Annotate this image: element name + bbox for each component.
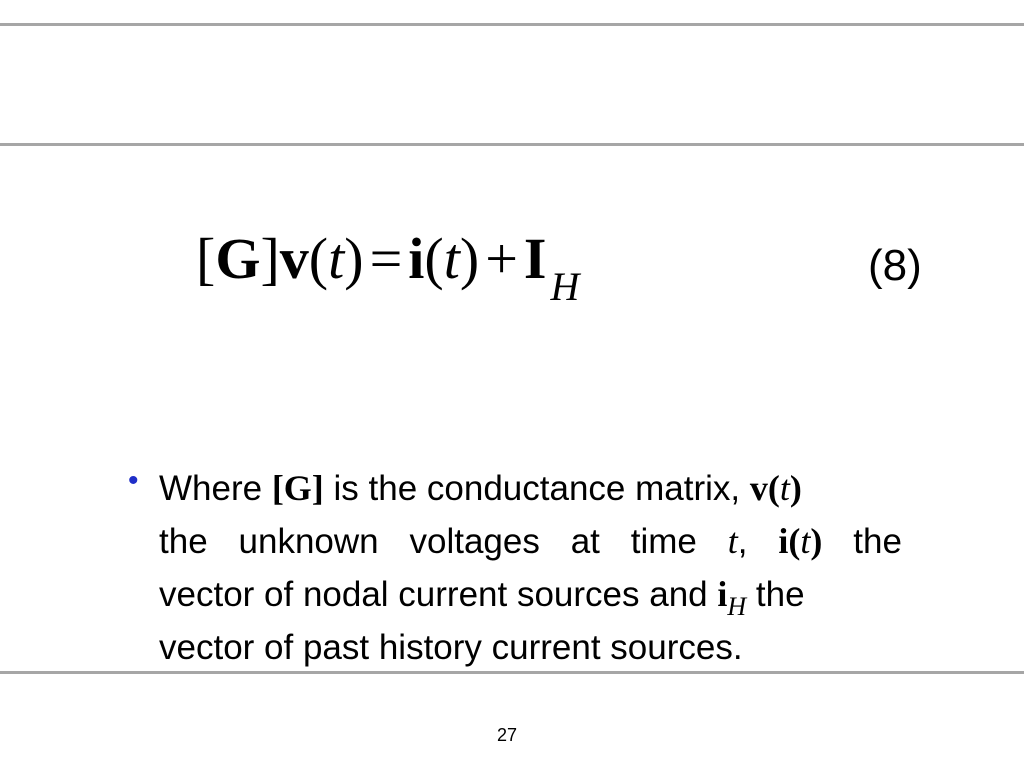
time-inline: t — [779, 468, 790, 508]
matrix-g-symbol: G — [215, 226, 261, 291]
comma: , — [737, 522, 748, 561]
title-divider — [0, 143, 1024, 146]
time-inline-group — [728, 515, 748, 568]
bracket-close: ] — [260, 226, 280, 291]
word: the — [853, 522, 902, 561]
history-current-inline: i — [717, 574, 728, 614]
bullet-line-3 — [159, 568, 902, 621]
current-inline: i( — [778, 521, 801, 561]
bullet-line-4: vector of past history current sources. — [159, 628, 743, 667]
paren-open: ( — [424, 226, 444, 291]
subscript-h: H — [550, 264, 580, 309]
voltage-vector-symbol: v — [279, 226, 309, 291]
word: time — [630, 522, 697, 561]
bullet-text — [159, 462, 902, 674]
equation-number: (8) — [868, 241, 922, 290]
word: unknown — [238, 522, 379, 561]
equation-8 — [196, 226, 580, 320]
paren-open: ( — [308, 226, 329, 291]
subscript-h-inline: H — [727, 592, 747, 621]
text-the: the — [746, 575, 805, 614]
word: at — [570, 522, 600, 561]
bullet-line-2 — [159, 515, 902, 568]
plus-sign: + — [485, 226, 518, 291]
text-conductance: is the conductance matrix, — [323, 469, 750, 508]
paren-close-inline: ) — [810, 521, 823, 561]
text-where: Where — [159, 469, 272, 508]
current-vector-symbol: i — [408, 226, 425, 291]
history-current-symbol: I — [523, 226, 547, 291]
page-number: 27 — [496, 725, 518, 745]
top-divider — [0, 23, 1024, 26]
time-variable: t — [443, 226, 460, 291]
word: voltages — [409, 522, 540, 561]
voltage-inline: v( — [749, 468, 780, 508]
matrix-g-inline: [G] — [271, 468, 324, 508]
time-variable: t — [328, 226, 345, 291]
word: the — [159, 522, 208, 561]
bullet-dot-icon: • — [128, 464, 139, 497]
equals-sign: = — [369, 226, 403, 291]
bullet-line-1 — [159, 462, 902, 515]
paren-close: ) — [344, 226, 364, 291]
footer-divider — [0, 671, 1024, 674]
bracket-open: [ — [196, 226, 216, 291]
current-inline-group — [778, 515, 822, 568]
time-inline: t — [727, 521, 738, 561]
time-inline: t — [800, 521, 811, 561]
paren-close: ) — [459, 226, 480, 291]
text-nodal: vector of nodal current sources and — [159, 575, 718, 614]
paren-close-inline: ) — [789, 468, 802, 508]
